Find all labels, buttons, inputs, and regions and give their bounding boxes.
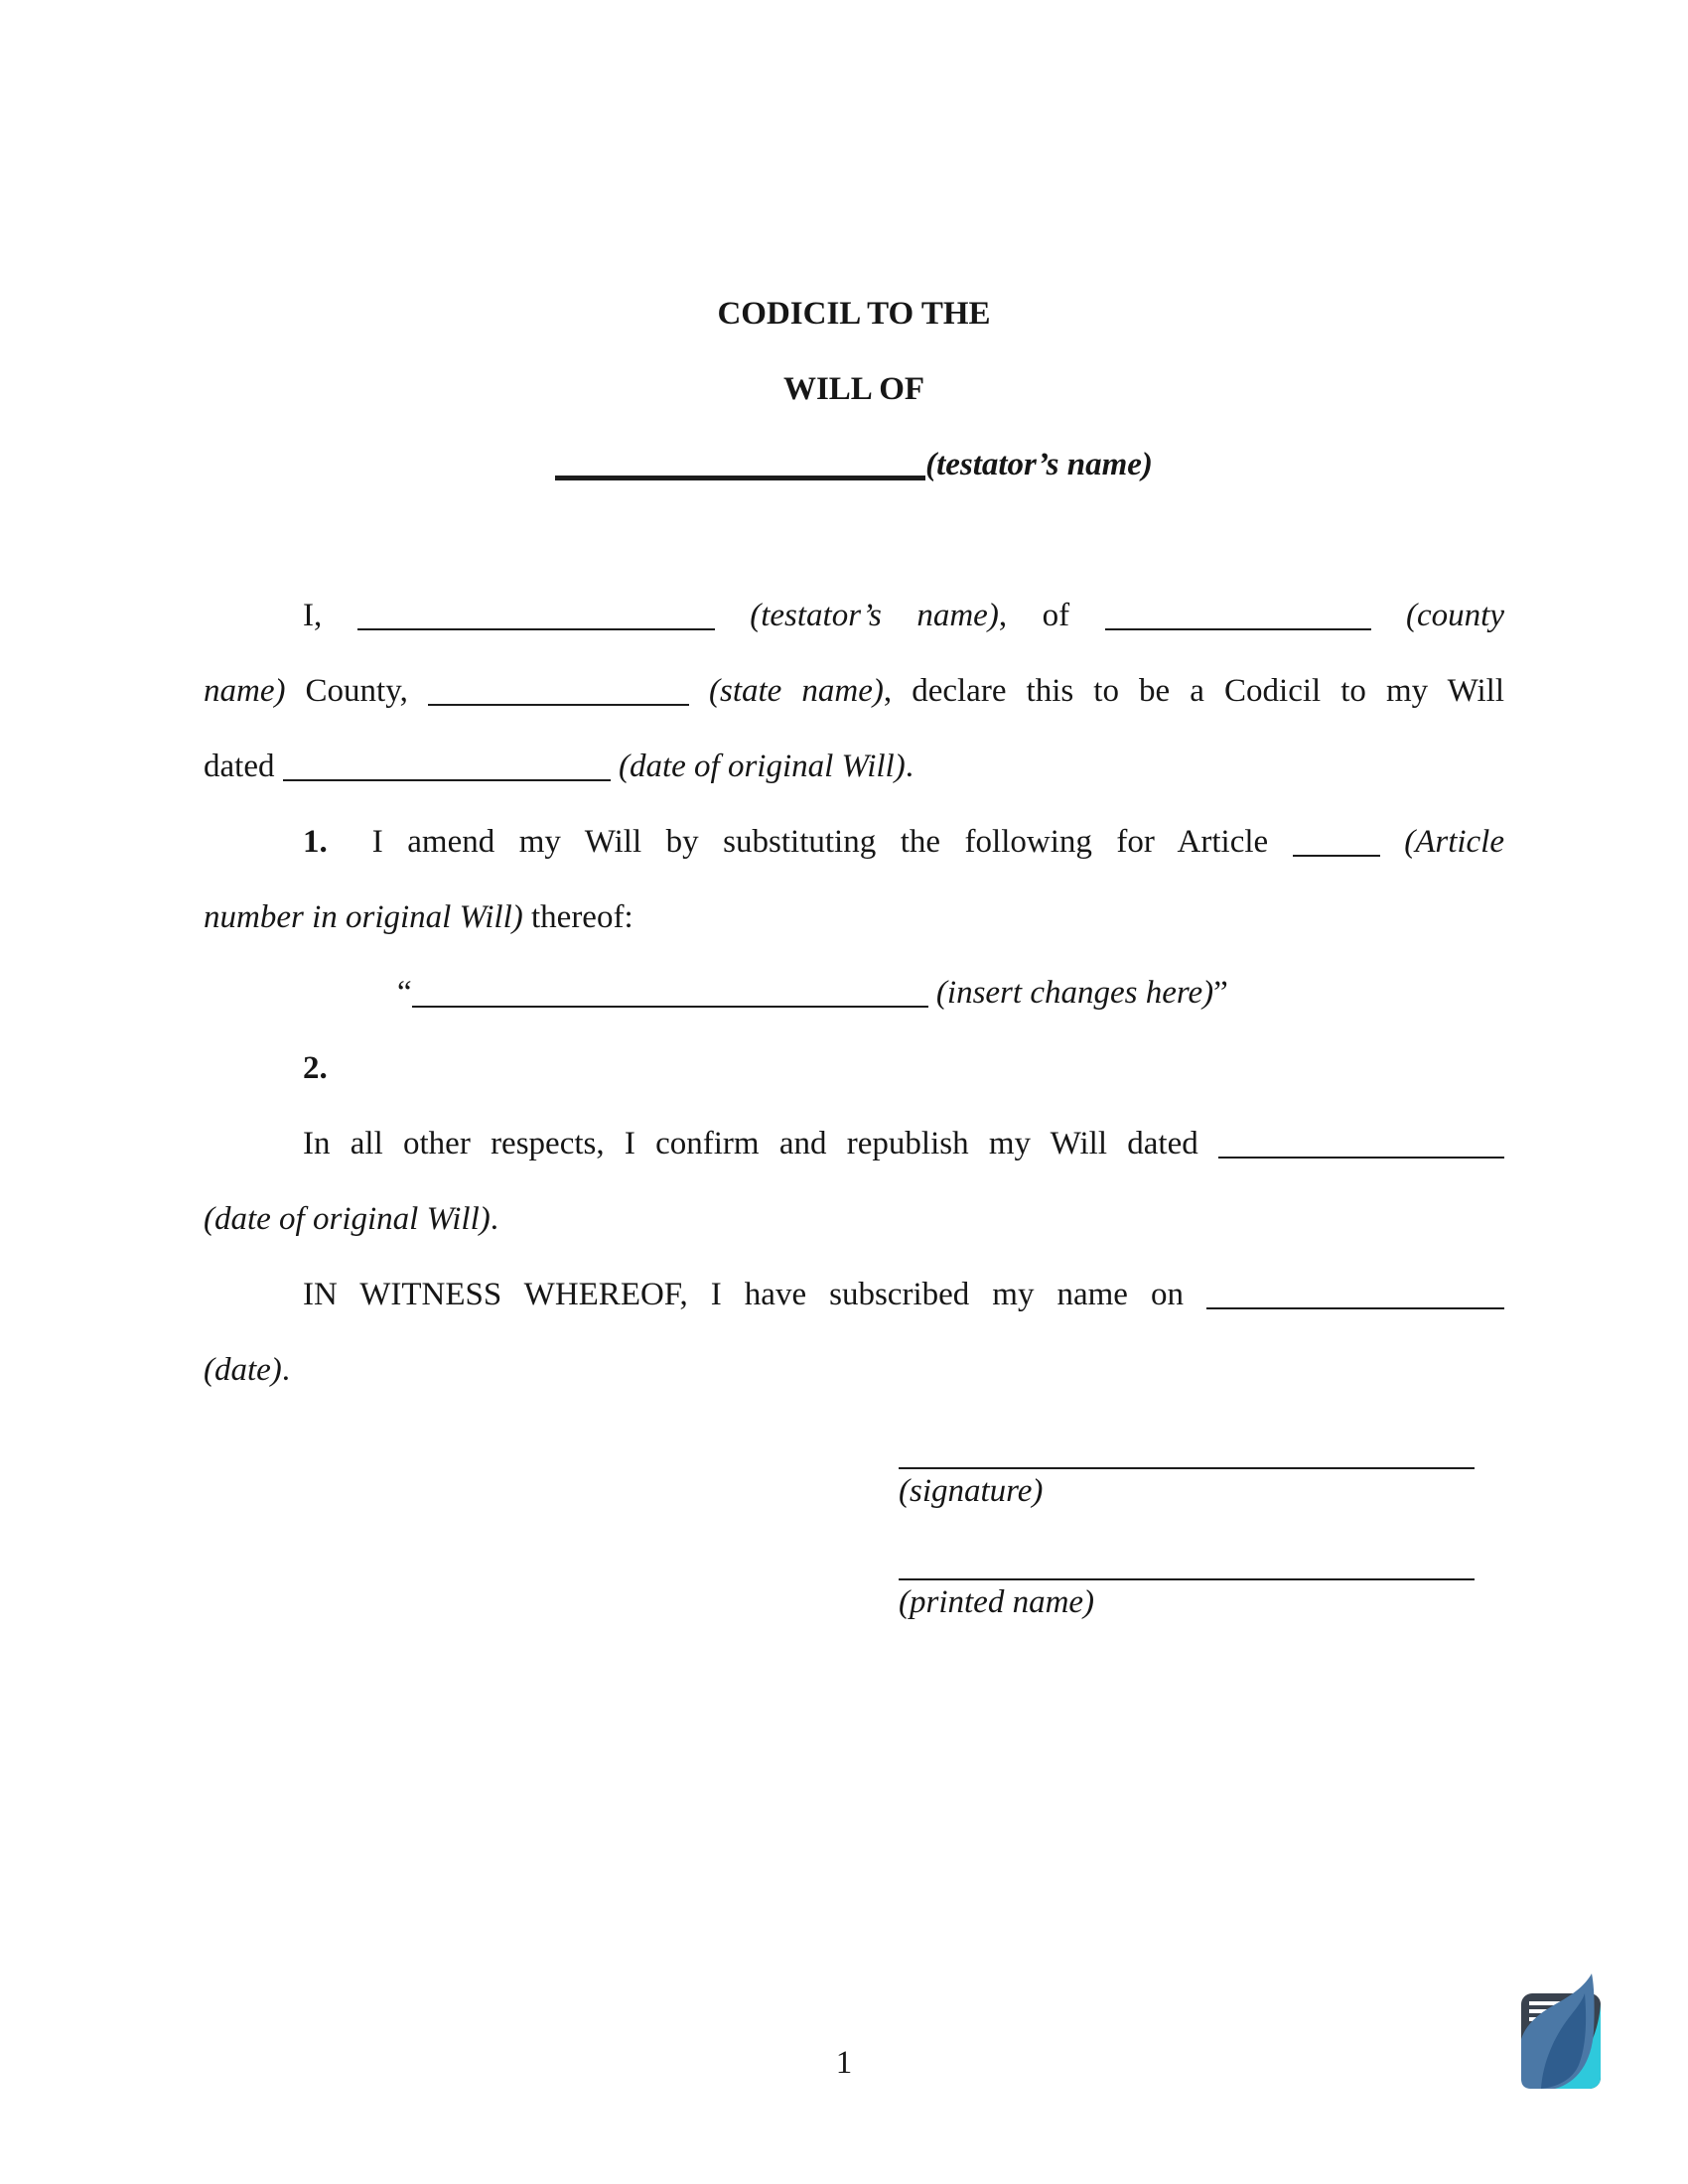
body-line — [204, 1257, 1504, 1332]
text-run: . — [905, 749, 914, 784]
text-run: (date of original Will) — [618, 749, 906, 784]
blank-field[interactable] — [1218, 1149, 1504, 1159]
body-line — [204, 729, 1504, 804]
signature-block — [899, 1426, 1475, 1624]
blank-field[interactable] — [1105, 620, 1371, 630]
title-line — [204, 427, 1504, 502]
text-run — [1380, 824, 1405, 860]
text-run: (testator’s name) — [750, 598, 999, 633]
text-run: thereof: — [522, 899, 633, 935]
blank-field[interactable] — [357, 620, 715, 630]
body-line — [204, 1181, 1504, 1257]
text-run: I, — [303, 598, 357, 633]
blank-field[interactable] — [283, 771, 611, 781]
blank-field[interactable] — [1206, 1299, 1504, 1309]
blank-field[interactable] — [428, 696, 689, 706]
text-run: 2. — [303, 1050, 328, 1086]
text-run — [1371, 598, 1407, 633]
title-line — [204, 351, 1504, 427]
printed-name-line[interactable] — [899, 1537, 1475, 1580]
text-run: 1. — [303, 824, 328, 860]
text-run: number in original Will) — [204, 899, 523, 935]
text-run: . — [281, 1352, 291, 1388]
signature-caption: (signature) — [899, 1473, 1044, 1509]
body-line — [204, 1332, 1504, 1408]
body-line — [204, 955, 1504, 1030]
document-title — [204, 276, 1504, 502]
body-line — [204, 1106, 1504, 1181]
title-line — [204, 276, 1504, 351]
text-run: (Article — [1404, 824, 1504, 860]
text-run — [715, 598, 751, 633]
text-run: (date) — [204, 1352, 282, 1388]
text-run: County, — [285, 673, 428, 709]
text-run: WILL OF — [782, 371, 925, 407]
text-run — [611, 749, 619, 784]
text-run: name) — [204, 673, 286, 709]
text-run: dated — [204, 749, 283, 784]
text-run: CODICIL TO THE — [717, 296, 991, 332]
blank-field[interactable] — [412, 998, 928, 1008]
text-run — [689, 673, 709, 709]
blank-field[interactable] — [555, 468, 925, 480]
body-line — [204, 578, 1504, 653]
printed-name-caption: (printed name) — [899, 1584, 1095, 1620]
signature-line[interactable] — [899, 1426, 1475, 1469]
text-run: (state name) — [709, 673, 884, 709]
text-run: (insert changes here) — [935, 975, 1214, 1011]
text-run: “ — [397, 975, 412, 1011]
text-run: , declare this to be a Codicil to my Will — [883, 673, 1504, 709]
text-run: (testator’s name) — [925, 447, 1153, 482]
text-run: In all other respects, I confirm and republish my Will dated — [303, 1126, 1218, 1161]
text-run: I amend my Will by substituting the following for Article — [371, 824, 1293, 860]
document-body — [204, 578, 1504, 1408]
body-line — [204, 653, 1504, 729]
body-line — [204, 880, 1504, 955]
text-run: IN WITNESS WHEREOF, I have subscribed my name on — [303, 1277, 1206, 1312]
text-run: ” — [1213, 975, 1228, 1011]
document-logo-icon — [1521, 1974, 1605, 2091]
blank-field[interactable] — [1293, 847, 1380, 857]
text-run — [928, 975, 936, 1011]
text-run: . — [490, 1201, 498, 1237]
text-run: (county — [1406, 598, 1504, 633]
text-run: (date of original Will) — [204, 1201, 491, 1237]
body-line — [204, 1030, 1504, 1106]
body-line — [204, 804, 1504, 880]
page-number: 1 — [835, 2045, 853, 2081]
text-run: , of — [998, 598, 1105, 633]
